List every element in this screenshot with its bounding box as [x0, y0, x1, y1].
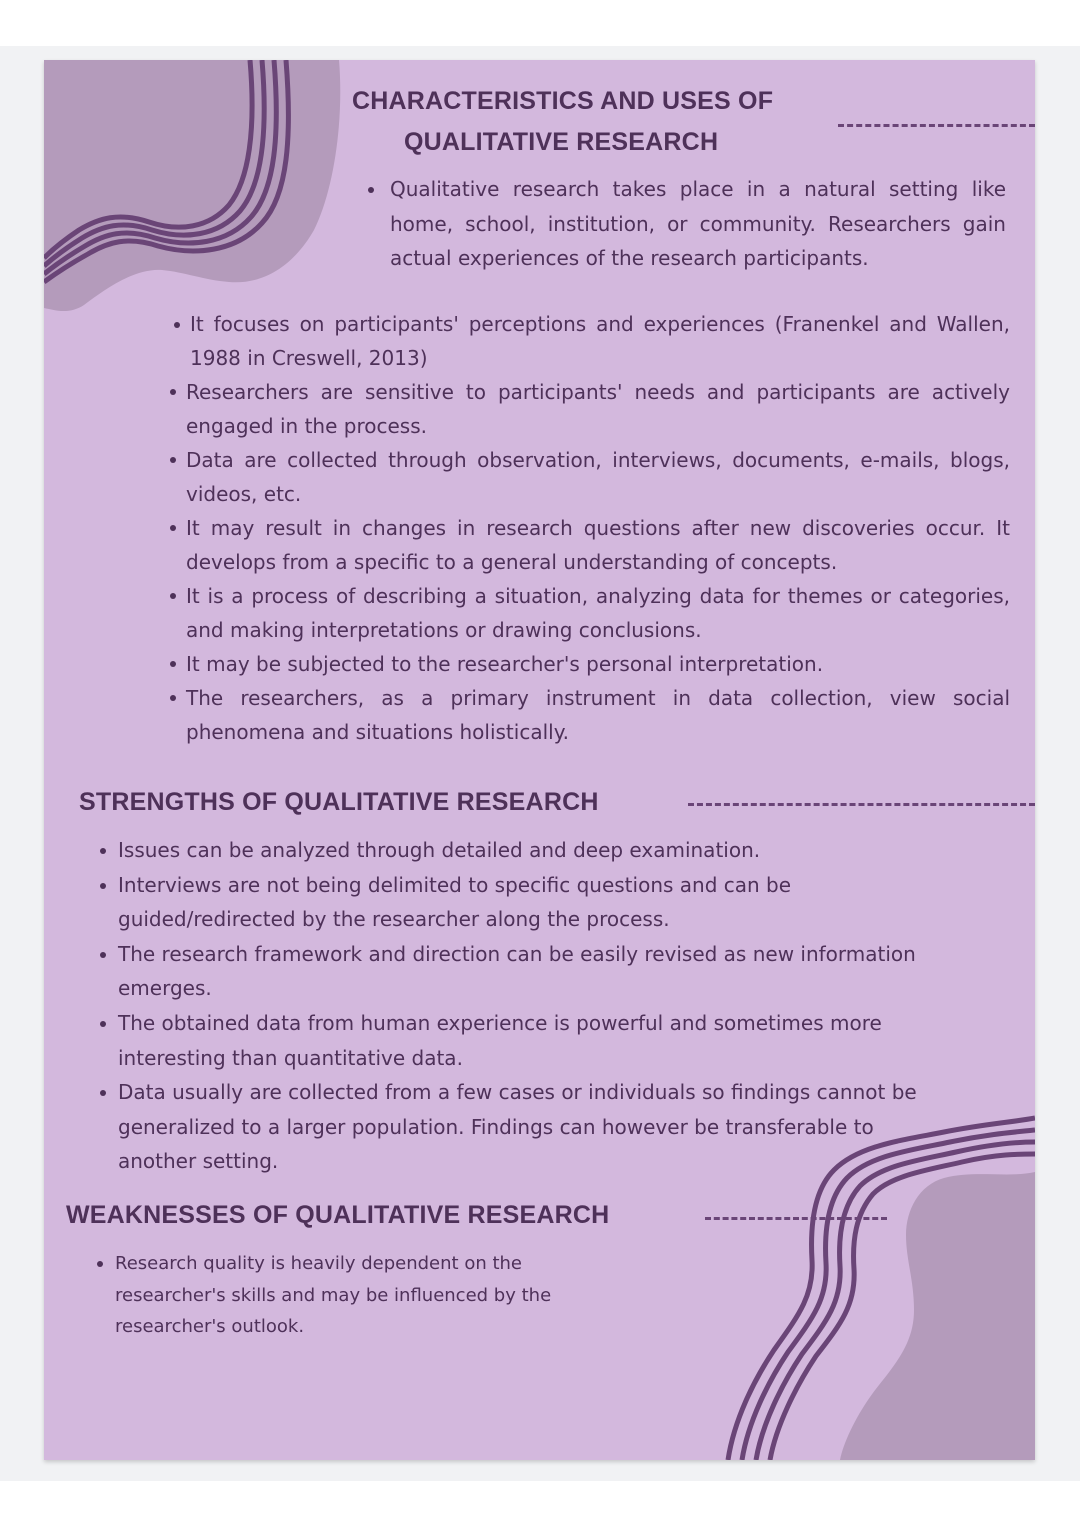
list-item: The researchers, as a primary instrument in data collection, view social phenomena and situations holistically.	[186, 681, 1010, 749]
list-item: It may result in changes in research questions after new discoveries occur. It develops from a specific to a general understanding of concepts.	[186, 511, 1010, 579]
bullet-icon	[97, 1261, 103, 1267]
list-item: Data are collected through observation, interviews, documents, e-mails, blogs, videos, etc.	[186, 443, 1010, 511]
list-item: The research framework and direction can be easily revised as new information emerges.	[118, 937, 918, 1006]
document-page	[44, 60, 1035, 1460]
weaknesses-list	[115, 1248, 615, 1343]
bullet-icon	[170, 593, 176, 599]
heading-dashed-rule	[705, 1217, 887, 1220]
characteristics-list-top	[390, 172, 1006, 276]
bullet-icon	[100, 848, 106, 854]
bullet-icon	[100, 952, 106, 958]
bullet-icon	[100, 1021, 106, 1027]
bullet-icon	[170, 457, 176, 463]
strengths-title: STRENGTHS OF QUALITATIVE RESEARCH	[79, 788, 599, 816]
bullet-icon	[170, 389, 176, 395]
list-item: Researchers are sensitive to participants' needs and participants are actively engaged in the process.	[186, 375, 1010, 443]
bullet-icon	[100, 883, 106, 889]
bullet-icon	[174, 322, 180, 328]
bullet-icon	[368, 187, 374, 193]
heading-dashed-rule	[838, 124, 1035, 127]
list-item: Qualitative research takes place in a natural setting like home, school, institution, or community. Researchers gain actual experiences of the research participants.	[390, 172, 1006, 276]
list-item: It is a process of describing a situation, analyzing data for themes or categories, and making interpretations or drawing conclusions.	[186, 579, 1010, 647]
weaknesses-title: WEAKNESSES OF QUALITATIVE RESEARCH	[66, 1201, 610, 1229]
list-item: The obtained data from human experience is powerful and sometimes more interesting than quantitative data.	[118, 1006, 918, 1075]
list-item: It focuses on participants' perceptions and experiences (Franenkel and Wallen, 1988 in Creswell, 2013)	[190, 307, 1010, 375]
heading-dashed-rule	[688, 803, 1035, 806]
list-item: Research quality is heavily dependent on the researcher's skills and may be influenced by the researcher's outlook.	[115, 1248, 615, 1343]
top-left-blob-shape	[44, 60, 340, 311]
bullet-icon	[170, 525, 176, 531]
list-item: Interviews are not being delimited to specific questions and can be guided/redirected by the researcher along the process.	[118, 868, 918, 937]
characteristics-title-line2: QUALITATIVE RESEARCH	[404, 128, 719, 156]
characteristics-list	[186, 307, 1010, 749]
bottom-right-blob-shape	[840, 1172, 1035, 1460]
list-item: Issues can be analyzed through detailed and deep examination.	[118, 833, 918, 868]
list-item: It may be subjected to the researcher's personal interpretation.	[186, 647, 1010, 681]
characteristics-title-line1: CHARACTERISTICS AND USES OF	[352, 87, 774, 115]
bullet-icon	[170, 661, 176, 667]
list-item: Data usually are collected from a few cases or individuals so findings cannot be generalized to a larger population. Findings can however be transferable to another setting.	[118, 1075, 918, 1179]
strengths-list	[118, 833, 918, 1179]
bullet-icon	[170, 695, 176, 701]
